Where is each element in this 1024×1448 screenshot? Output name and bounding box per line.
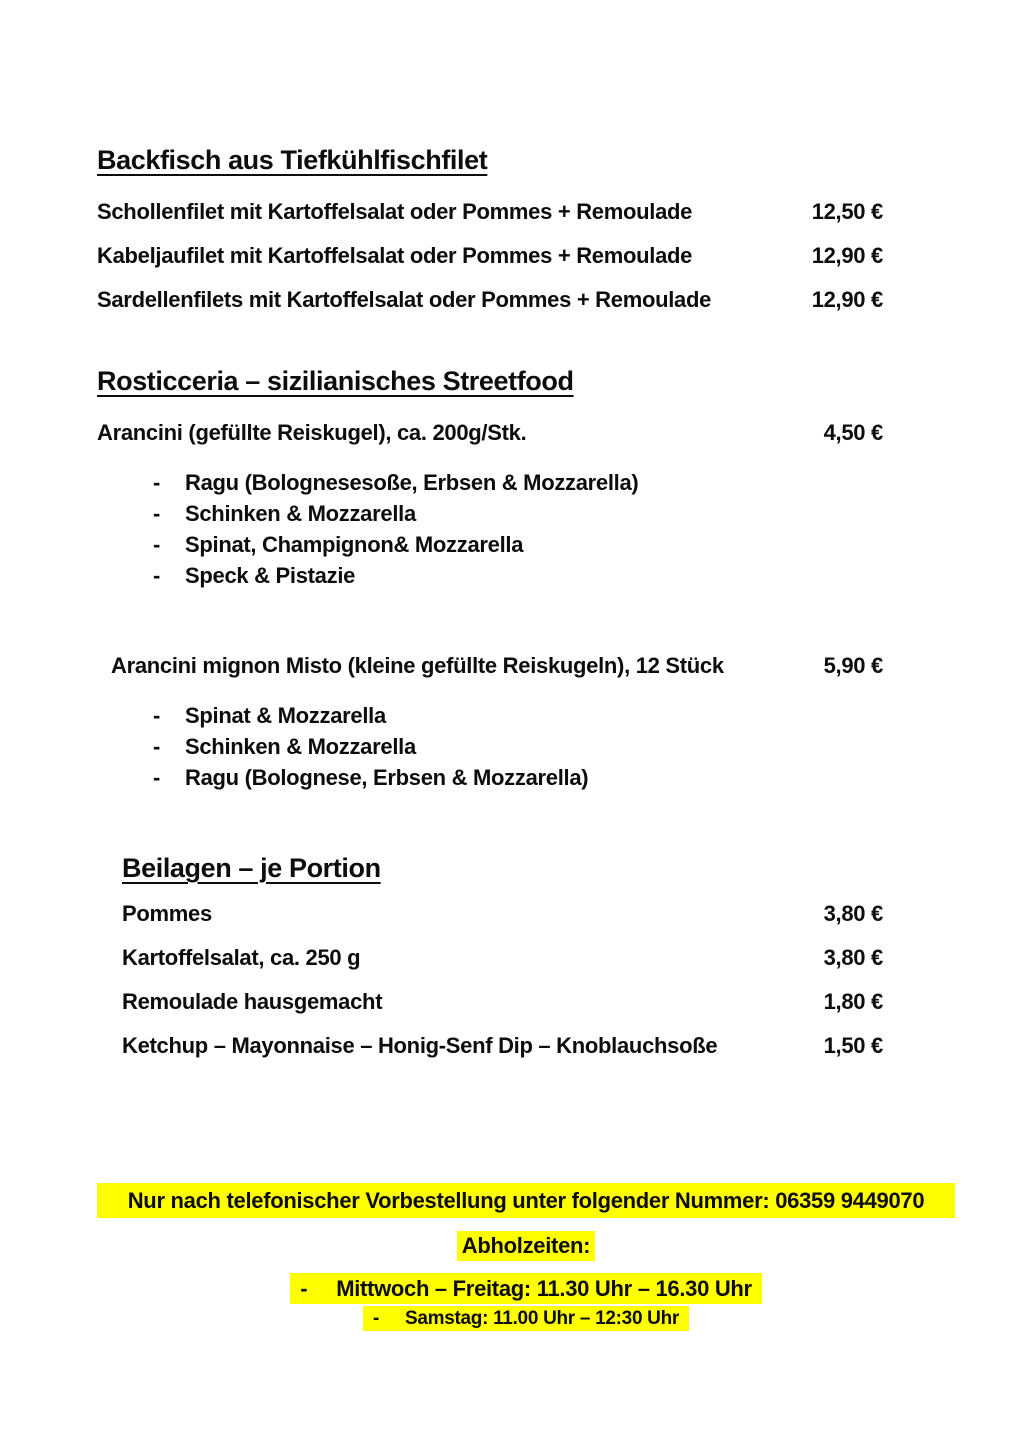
menu-item-price: 5,90 € <box>823 653 883 678</box>
dash-bullet: - <box>153 470 161 495</box>
pickup-time-line <box>97 1261 955 1304</box>
pickup-time-label: Mittwoch – Freitag: 11.30 Uhr – 16.30 Uhr <box>336 1276 752 1301</box>
variant-list <box>97 467 883 591</box>
variant-label: Schinken & Mozzarella <box>185 501 416 526</box>
menu-item-price: 3,80 € <box>823 901 883 926</box>
section-beilagen <box>122 853 883 1057</box>
pickup-time-label: Samstag: 11.00 Uhr – 12:30 Uhr <box>404 1308 680 1329</box>
variant-label: Spinat & Mozzarella <box>185 703 386 728</box>
pickup-heading-line <box>97 1231 955 1261</box>
dash-bullet: - <box>153 765 161 790</box>
menu-item-row <box>122 991 883 1013</box>
menu-item-name: Kabeljaufilet mit Kartoffelsalat oder Pommes + Remoulade <box>97 243 693 268</box>
variant-label: Spinat, Champignon& Mozzarella <box>185 532 524 557</box>
menu-item-name: Ketchup – Mayonnaise – Honig-Senf Dip – Knoblauchsoße <box>122 1033 718 1058</box>
menu-item-row <box>97 289 883 311</box>
menu-item-price: 4,50 € <box>823 420 883 445</box>
dash-bullet: - <box>153 532 161 557</box>
variant-item <box>153 762 883 793</box>
dash-bullet: - <box>300 1276 308 1301</box>
menu-item-name: Arancini (gefüllte Reiskugel), ca. 200g/Stk. <box>97 420 527 445</box>
variant-item <box>153 498 883 529</box>
menu-item-price: 3,80 € <box>823 945 883 970</box>
menu-item-name: Sardellenfilets mit Kartoffelsalat oder Pommes + Remoulade <box>97 287 712 312</box>
variant-label: Ragu (Bolognese, Erbsen & Mozzarella) <box>185 765 589 790</box>
menu-item-name: Arancini mignon Misto (kleine gefüllte Reiskugeln), 12 Stück <box>111 653 724 678</box>
variant-label: Speck & Pistazie <box>185 563 356 588</box>
menu-item-price: 12,90 € <box>811 243 883 268</box>
variant-item <box>153 467 883 498</box>
dash-bullet: - <box>153 734 161 759</box>
section-backfisch <box>97 145 883 311</box>
section-heading-rosticceria: Rosticceria – sizilianisches Streetfood <box>97 366 574 396</box>
pickup-time-sat <box>363 1306 689 1331</box>
menu-item-price: 1,50 € <box>823 1033 883 1058</box>
variant-label: Ragu (Bolognesesoße, Erbsen & Mozzarella) <box>185 470 639 495</box>
pickup-time-wed-fri <box>290 1273 762 1304</box>
menu-item-row <box>122 947 883 969</box>
variant-list <box>97 700 883 793</box>
menu-content <box>97 145 883 1079</box>
menu-item-row <box>97 245 883 267</box>
menu-item-name: Kartoffelsalat, ca. 250 g <box>122 945 361 970</box>
menu-item-name: Remoulade hausgemacht <box>122 989 383 1014</box>
menu-item-row <box>97 422 883 444</box>
menu-item-row <box>122 903 883 925</box>
dash-bullet: - <box>153 563 161 588</box>
section-heading-backfisch: Backfisch aus Tiefkühlfischfilet <box>97 145 488 175</box>
variant-item <box>153 731 883 762</box>
variant-item <box>153 700 883 731</box>
menu-item-row <box>97 201 883 223</box>
dash-bullet: - <box>372 1308 380 1329</box>
pickup-heading: Abholzeiten: <box>457 1231 595 1261</box>
section-rosticceria <box>97 366 883 793</box>
order-info-footer <box>97 1183 955 1331</box>
menu-item-row <box>111 655 883 677</box>
dash-bullet: - <box>153 501 161 526</box>
variant-item <box>153 529 883 560</box>
menu-item-price: 12,90 € <box>811 287 883 312</box>
menu-item-name: Schollenfilet mit Kartoffelsalat oder Pommes + Remoulade <box>97 199 693 224</box>
menu-item-row <box>122 1035 883 1057</box>
variant-item <box>153 560 883 591</box>
menu-item-price: 1,80 € <box>823 989 883 1014</box>
section-heading-beilagen: Beilagen – je Portion <box>122 853 381 883</box>
order-note: Nur nach telefonischer Vorbestellung unter folgender Nummer: 06359 9449070 <box>97 1183 955 1218</box>
dash-bullet: - <box>153 703 161 728</box>
menu-item-name: Pommes <box>122 901 212 926</box>
pickup-time-line <box>97 1304 955 1331</box>
variant-label: Schinken & Mozzarella <box>185 734 416 759</box>
menu-item-price: 12,50 € <box>811 199 883 224</box>
